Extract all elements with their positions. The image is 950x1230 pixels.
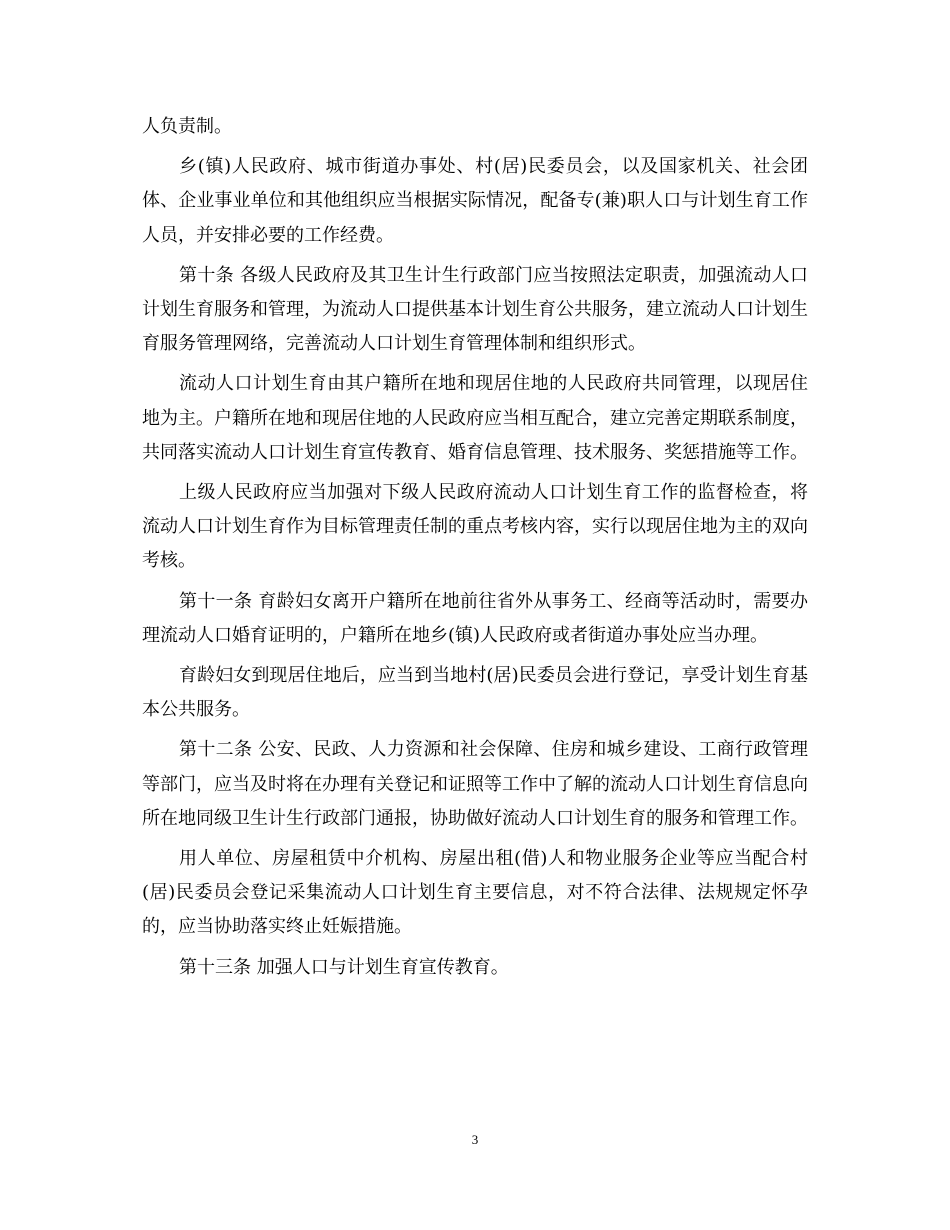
document-body (142, 110, 808, 985)
page-number: 3 (471, 1132, 479, 1147)
paragraph-7: 育龄妇女到现居住地后，应当到当地村(居)民委员会进行登记，享受计划生育基本公共服务。 (142, 665, 808, 721)
paragraph-6-article-11: 第十一条 育龄妇女离开户籍所在地前往省外从事务工、经商等活动时，需要办理流动人口婚育证明的，户籍所在地乡(镇)人民政府或者街道办事处应当办理。 (142, 590, 808, 646)
paragraph-5: 上级人民政府应当加强对下级人民政府流动人口计划生育工作的监督检查，将流动人口计划生育作为目标管理责任制的重点考核内容，实行以现居住地为主的双向考核。 (142, 482, 808, 572)
paragraph-1: 人负责制。 (142, 116, 232, 137)
paragraph-4: 流动人口计划生育由其户籍所在地和现居住地的人民政府共同管理，以现居住地为主。户籍所在地和现居住地的人民政府应当相互配合，建立完善定期联系制度，共同落实流动人口计划生育宣传教育、婚育信息管理、技术服务、奖惩措施等工作。 (142, 373, 808, 463)
paragraph-9: 用人单位、房屋租赁中介机构、房屋出租(借)人和物业服务企业等应当配合村(居)民委员会登记采集流动人口计划生育主要信息，对不符合法律、法规规定怀孕的，应当协助落实终止妊娠措施。 (142, 848, 808, 938)
paragraph-2: 乡(镇)人民政府、城市街道办事处、村(居)民委员会，以及国家机关、社会团体、企业事业单位和其他组织应当根据实际情况，配备专(兼)职人口与计划生育工作人员，并安排必要的工作经费。 (142, 156, 808, 246)
paragraph-8-article-12: 第十二条 公安、民政、人力资源和社会保障、住房和城乡建设、工商行政管理等部门，应当及时将在办理有关登记和证照等工作中了解的流动人口计划生育信息向所在地同级卫生计生行政部门通报，协助做好流动人口计划生育的服务和管理工作。 (142, 739, 808, 829)
paragraph-10-article-13: 第十三条 加强人口与计划生育宣传教育。 (179, 956, 509, 978)
paragraph-3-article-10: 第十条 各级人民政府及其卫生计生行政部门应当按照法定职责，加强流动人口计划生育服务和管理，为流动人口提供基本计划生育公共服务，建立流动人口计划生育服务管理网络，完善流动人口计划生育管理体制和组织形式。 (142, 264, 808, 355)
